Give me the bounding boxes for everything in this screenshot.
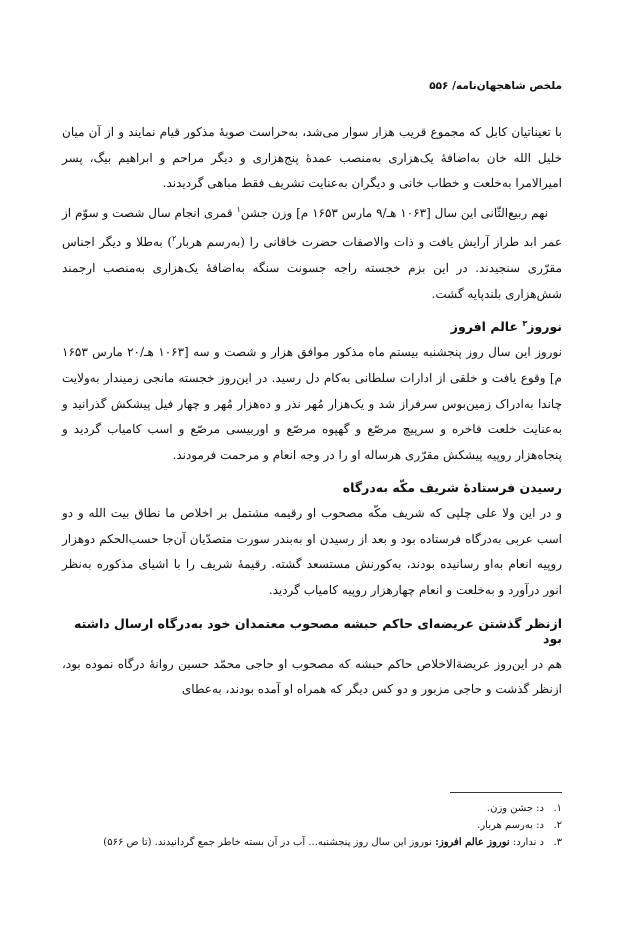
paragraph: نوروز این سال روز پنجشنبه بیستم ماه مذکور موافق هزار و شصت و سه [۱۰۶۳ هـ/۲۰ مارس ۱۶۵۳ م] وقوع یافت و خلقی از ادارات سلطانی به‌کام دل رسید. در این‌روز خجسته مانجی زمیندار به‌ولایت چاندا به‌ادراک زمین‌بوس سرفراز شد و یک‌هزار مُهر نذر و ده‌هزار مُهر و چهار فیل پیشکش گذرانید و به‌عنایت خلعت فاخره و سرپیچ مرصّع و گهپوه مرصّع و اوربیسی مرصّع و اسب کامیاب گردید و پنجاه‌هزار روپیه پیشکش مقرّری هرساله او را در وجه انعام و مرحمت فرمودند.	[62, 345, 563, 462]
footnote-number: ۳.	[553, 837, 562, 848]
section-heading: رسیدن فرستادهٔ شریف مکّه به‌درگاه	[342, 480, 562, 496]
body-text	[62, 120, 562, 703]
footnote	[62, 800, 562, 817]
footnote-text: د ندارد: نوروز عالم افروز: نوروز این سال روز پنجشنبه... آب در آن بسته خاطر جمع گردانیدند. (تا ص ۵۶۶)	[103, 837, 544, 848]
footnote-marker[interactable]: ۱	[236, 204, 241, 214]
footnote-text: د: به‌رسم هربار.	[477, 820, 544, 831]
section-heading: ازنظر گذشتن عریضه‌ای حاکم حبشه مصحوب معتمدان خود به‌درگاه ارسال داشته بود	[73, 615, 562, 646]
footnote-number: ۱.	[553, 803, 562, 814]
footnote-marker[interactable]: ۲	[172, 234, 177, 244]
footnote-text: د: جشن وزن.	[486, 803, 544, 814]
footnote-number: ۲.	[553, 820, 562, 831]
paragraph: و در این ولا علی چلپی که شریف مکّه مصحوب او رقیمه مشتمل بر اخلاص ما نطاق بیت الله و دو اسب عربی به‌درگاه فرستاده بود و بعد از رسیدن او به‌بندر سورت متصدّیان آن‌جا حسب‌الحکم دوهزار روپیه انعام به‌او رسانیده بودند، به‌کورنش مستسعد گشته. رقیمهٔ شریف را با اشیای مذکوره به‌نظر انور درآورد و به‌خلعت و انعام چهارهزار روپیه کامیاب گردید.	[62, 506, 562, 598]
section-heading: نوروز$^۳$ عالم افروز	[450, 319, 562, 335]
paragraph: هم در این‌روز عریضة‌الاخلاص حاکم حبشه که مصحوب او حاجی محمّد حسین روانهٔ درگاه نموده بود، ازنظر گذشت و حاجی مزبور و دو کس دیگر که همراه او آمده بودند، به‌عطای	[62, 656, 562, 697]
footnote-marker[interactable]: ۳	[522, 319, 528, 329]
paragraph: نهم ربیع‌الثّانی این سال [۱۰۶۳ هـ/۹ مارس ۱۶۵۳ م] وزن جشن$^۱$ قمری انجام سال شصت و سوّم از عمر ابد طراز آرایش یافت و ذات والاصفات حضرت خاقانی را (به‌رسم هربار$^۲$) به‌طلا و دیگر اجناس مقرّری سنجیدند. در این بزم خجسته راجه جسونت سنگه به‌اضافهٔ یک‌هزاری به‌منصب ارجمند شش‌هزاری بلندپایه گشت.	[62, 204, 562, 301]
footnote-divider	[450, 792, 562, 793]
footnote	[62, 834, 562, 851]
paragraph: با تعیناتیان کابل که مجموع قریب هزار سوار می‌شد، به‌حراست صوبهٔ مذکور قیام نمایند و از آن میان خلیل الله خان به‌اضافهٔ یک‌هزاری به‌منصب عمدهٔ پنج‌هزاری و دیگر مراحم و ابراهیم بیگ، پسر امیرالامرا به‌خلعت و خطاب خانی و دیگران به‌عنایت تشریف فقط مباهی گردیدند.	[62, 125, 562, 191]
footnote	[62, 817, 562, 834]
running-head: ملخص شاهجهان‌نامه/ ۵۵۶	[429, 80, 562, 92]
footnotes	[62, 800, 562, 851]
